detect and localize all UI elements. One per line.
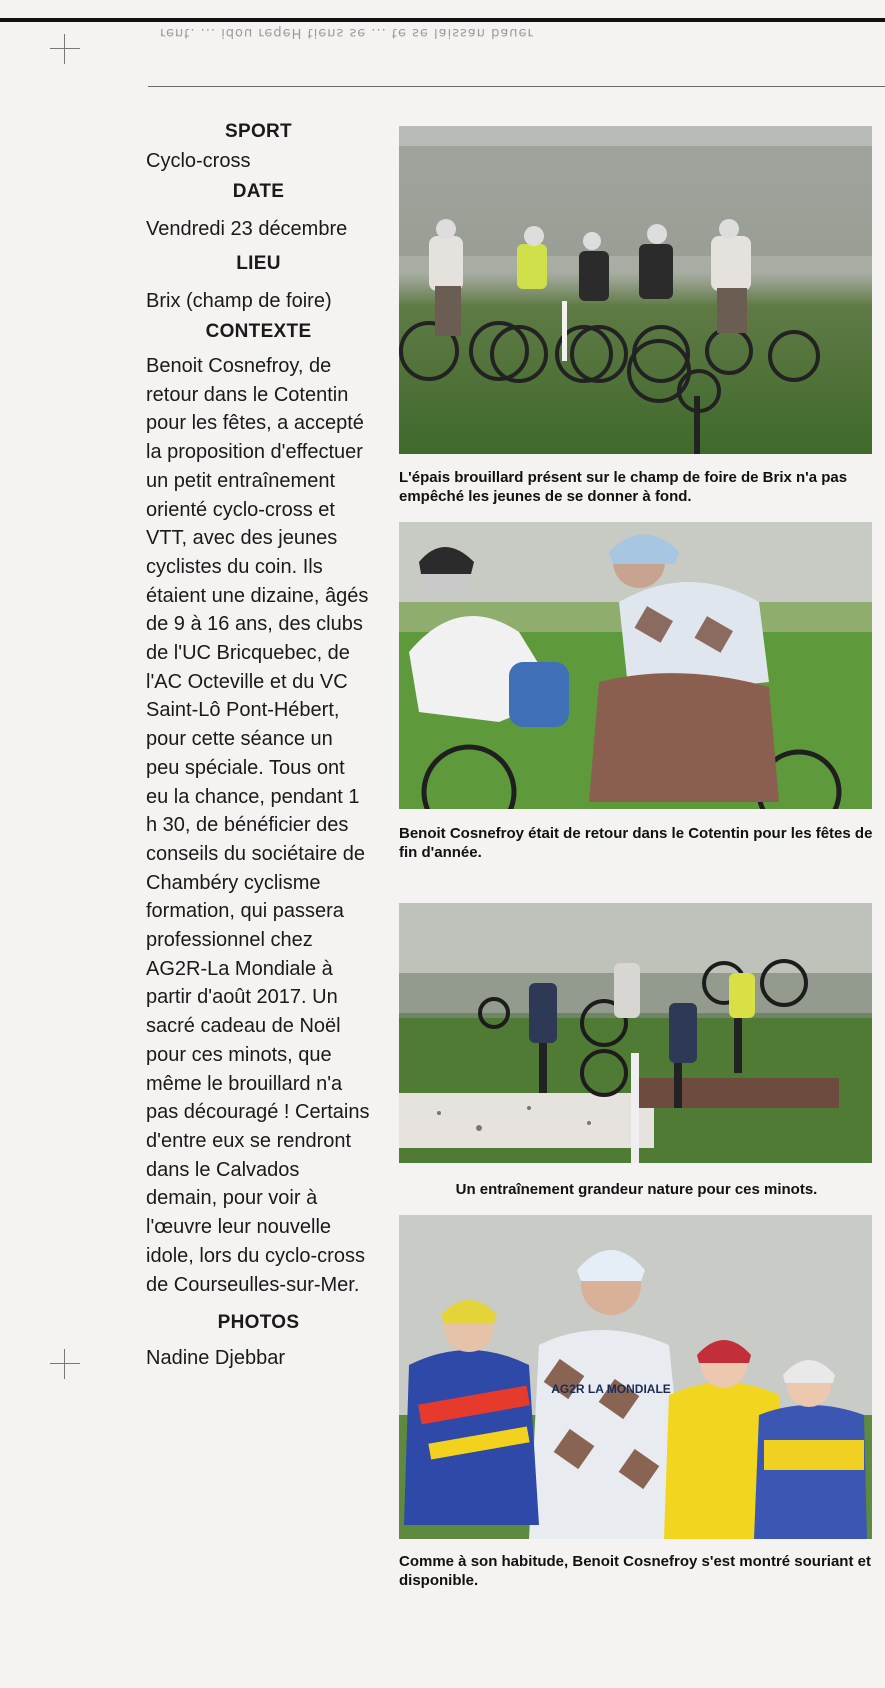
info-box — [146, 118, 371, 1373]
photo-carrying-bikes — [399, 903, 872, 1163]
date-value: Vendredi 23 décembre — [146, 218, 348, 240]
crop-mark-top — [50, 34, 80, 64]
jersey-team-text: AG2R LA MONDIALE — [551, 1382, 671, 1396]
lieu-value: Brix (champ de foire) — [146, 290, 332, 312]
photo-cosnefroy-riding — [399, 522, 872, 809]
caption-photo-2: Benoit Cosnefroy était de retour dans le Cotentin pour les fêtes de fin d'année. — [399, 825, 873, 861]
date-label: DATE — [232, 181, 285, 202]
caption-photo-1: L'épais brouillard présent sur le champ de foire de Brix n'a pas empêché les jeunes de se donner à fond. — [399, 469, 848, 505]
top-rule — [0, 18, 885, 22]
sport-value: Cyclo-cross — [146, 150, 251, 172]
sport-label: SPORT — [225, 121, 292, 142]
bleed-through-text: rent. ... idou reqeH tiens se ... te se laissan bauer — [160, 25, 534, 40]
photo-foggy-race-image — [399, 126, 872, 454]
caption-photo-4: Comme à son habitude, Benoit Cosnefroy s'est montré souriant et disponible. — [399, 1553, 871, 1589]
photo-group-portrait — [399, 1215, 872, 1539]
caption-photo-3: Un entraînement grandeur nature pour ces minots. — [455, 1181, 818, 1198]
photo-cosnefroy-riding-image — [399, 522, 872, 809]
contexte-text: Benoit Cosnefroy, de retour dans le Cotentin pour les fêtes, a accepté la proposition d'effectuer un petit entraînement orienté cyclo-cross et VTT, avec des jeunes cyclistes du coin. Ils étaient une dizaine, âgés de 9 à 16 ans, des clubs de l'UC Bricquebec, de l'AC Octeville et du VC Saint-Lô Pont-Hébert, pour cette séance un peu spéciale. Tous ont eu la chance, pendant 1 h 30, de bénéficier des conseils du sociétaire de Chambéry cyclisme formation, qui passera professionnel chez AG2R-La Mondiale à partir d'août 2017. Un sacré cadeau de Noël pour ces minots, que même le brouillard n'a pas découragé ! Certains d'entre eux se rendront dans le Calvados demain, pour voir à l'œuvre leur nouvelle idole, lors du cyclo-cross de Courseulles-sur-Mer. — [146, 355, 370, 1296]
lieu-label: LIEU — [236, 253, 281, 274]
photos-label: PHOTOS — [217, 1312, 300, 1334]
header-rule — [148, 86, 885, 87]
contexte-label: CONTEXTE — [205, 321, 312, 342]
photo-carrying-bikes-image — [399, 903, 872, 1163]
photo-foggy-race — [399, 126, 872, 454]
photo-group-portrait-image — [399, 1215, 872, 1539]
crop-mark-bottom — [50, 1349, 80, 1379]
photos-value: Nadine Djebbar — [146, 1347, 285, 1370]
